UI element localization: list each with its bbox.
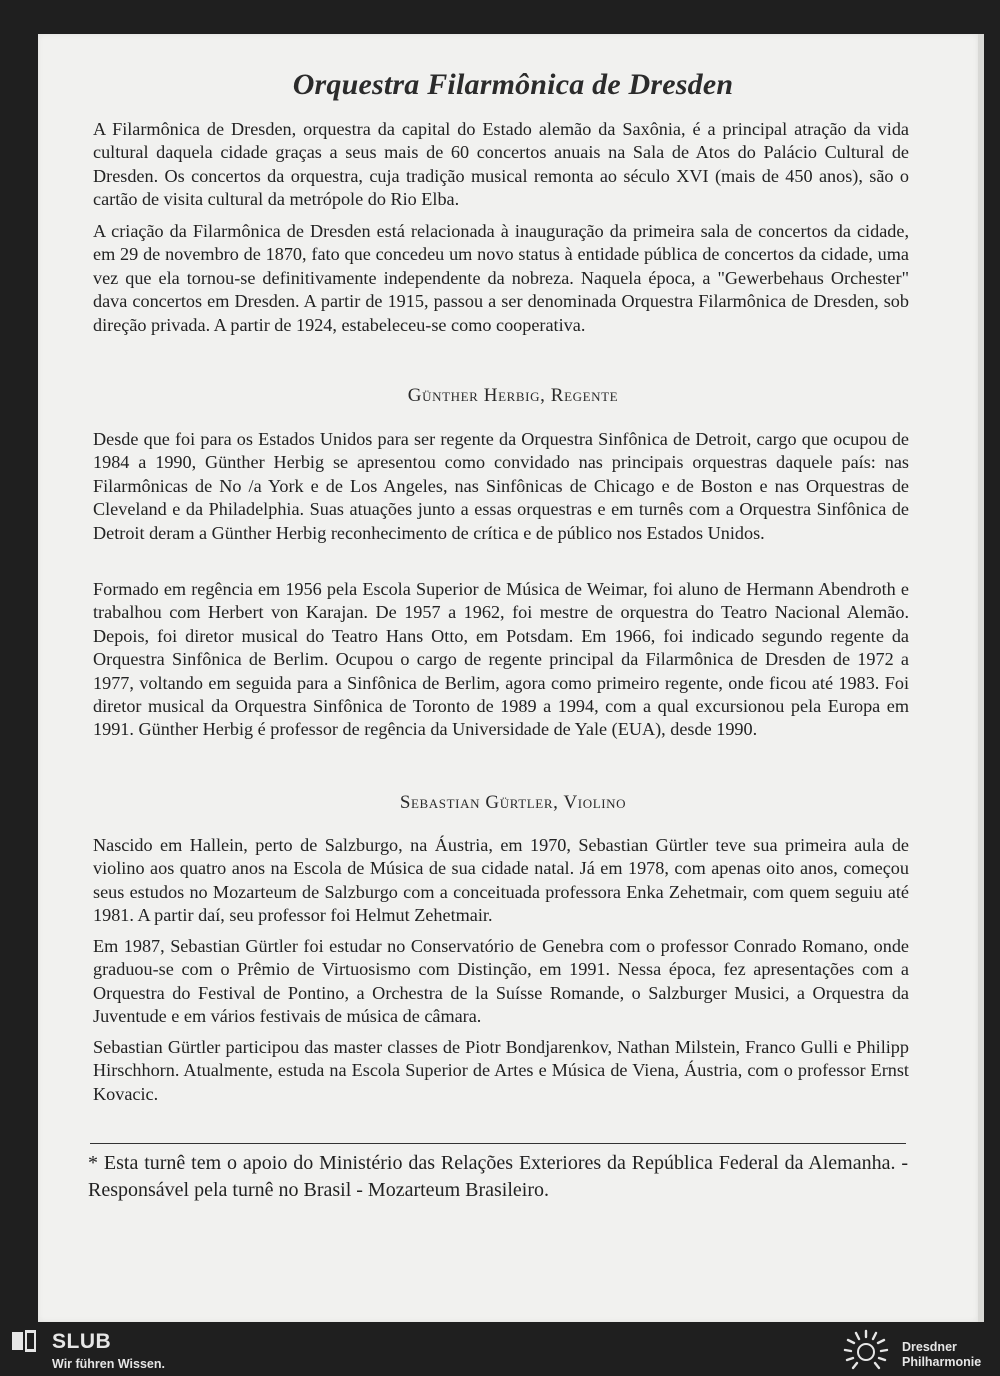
- soloist-paragraph-2: Em 1987, Sebastian Gürtler foi estudar no Conservatório de Genebra com o professor Conrado Romano, onde graduou-se com o Prêmio de Virtuosismo com Distinção, em 1991. Nessa época, fez apresentações com a Orquestra do Festival de Pontino, a Orchestra de la Suísse Romande, o Salzburger Musici, a Orquestra da Juventude e em vários festivais de música de câmara.: [93, 936, 909, 1027]
- intro-paragraph-1: A Filarmônica de Dresden, orquestra da capital do Estado alemão da Saxônia, é a principal atração da vida cultural daquela cidade graças a seus mais de 60 concertos anuais na Sala de Atos do Palácio Cultural de Dresden. Os concertos da orquestra, cuja tradição musical remonta ao século XVI (mais de 450 anos), são o cartão de visita cultural da metrópole do Rio Elba.: [93, 119, 909, 210]
- soloist-heading: Sebastian Gürtler, Violino: [399, 792, 627, 813]
- slub-tagline: Wir führen Wissen.: [52, 1357, 165, 1371]
- philharmonie-name-line1[interactable]: Dresdner: [902, 1340, 957, 1354]
- footnote: * Esta turnê tem o apoio do Ministério das Relações Exteriores da República Federal da Alemanha. - Responsável pela turnê no Brasil - Mozarteum Brasileiro.: [88, 1152, 908, 1201]
- soloist-paragraph-3: Sebastian Gürtler participou das master classes de Piotr Bondjarenkov, Nathan Milstein, Franco Gulli e Philipp Hirschhorn. Atualmente, estuda na Escola Superior de Artes e Música de Viena, Áustria, com o professor Ernst Kovacic.: [93, 1037, 909, 1104]
- footnote-divider: [90, 1143, 906, 1144]
- conductor-paragraph-1: Desde que foi para os Estados Unidos para ser regente da Orquestra Sinfônica de Detroit, cargo que ocupou de 1984 a 1990, Günther Herbig se apresentou como convidado nas principais orquestras daquele país: nas Filarmônicas de No /a York e de Los Angeles, nas Sinfônicas de Chicago e de Boston e nas Orquestras de Cleveland e da Philadelphia. Suas atuações junto a essas orquestras e em turnês com a Orquestra Sinfônica de Detroit deram a Günther Herbig reconhecimento de crítica e de público nos Estados Unidos.: [93, 429, 909, 543]
- slub-logo-icon: [12, 1330, 42, 1352]
- conductor-paragraph-2: Formado em regência em 1956 pela Escola Superior de Música de Weimar, foi aluno de Hermann Abendroth e trabalhou com Herbert von Karajan. De 1957 a 1962, foi mestre de orquestra do Teatro Nacional Alemão. Depois, foi diretor musical do Teatro Hans Otto, em Potsdam. Em 1966, foi indicado segundo regente da Orquestra Sinfônica de Berlim. Ocupou o cargo de regente principal da Filarmônica de Dresden de 1972 a 1977, voltando em seguida para a Sinfônica de Berlim, agora como primeiro regente, onde ficou até 1983. Foi diretor musical da Orquestra Sinfônica de Toronto de 1989 a 1994, com a qual excursionou pela Europa em 1991. Günther Herbig é professor de regência da Universidade de Yale (EUA), desde 1990.: [93, 579, 909, 740]
- document-title: Orquestra Filarmônica de Dresden: [292, 68, 734, 101]
- slub-name[interactable]: SLUB: [52, 1330, 112, 1353]
- page-edge: [978, 34, 984, 1322]
- philharmonie-name-line2[interactable]: Philharmonie: [902, 1355, 982, 1369]
- philharmonie-logo-icon: [842, 1329, 890, 1373]
- intro-paragraph-2: A criação da Filarmônica de Dresden está relacionada à inauguração da primeira sala de concertos da cidade, em 29 de novembro de 1870, fato que concedeu um novo status à entidade pública de concertos da cidade, uma vez que ela tornou-se definitivamente independente da nobreza. Naquela época, a "Gewerbehaus Orchester" dava concertos em Dresden. A partir de 1915, passou a ser denominada Orquestra Filarmônica de Dresden, sob direção privada. A partir de 1924, estabeleceu-se como cooperativa.: [93, 221, 909, 335]
- soloist-paragraph-1: Nascido em Hallein, perto de Salzburgo, na Áustria, em 1970, Sebastian Gürtler teve sua primeira aula de violino aos quatro anos na Escola de Música de sua cidade natal. Já em 1978, com apenas oito anos, começou seus estudos no Mozarteum de Salzburgo com a conceituada professora Enka Zehetmair, com quem seguiu até 1981. A partir daí, seu professor foi Helmut Zehetmair.: [93, 835, 909, 926]
- conductor-heading: Günther Herbig, Regente: [407, 385, 619, 406]
